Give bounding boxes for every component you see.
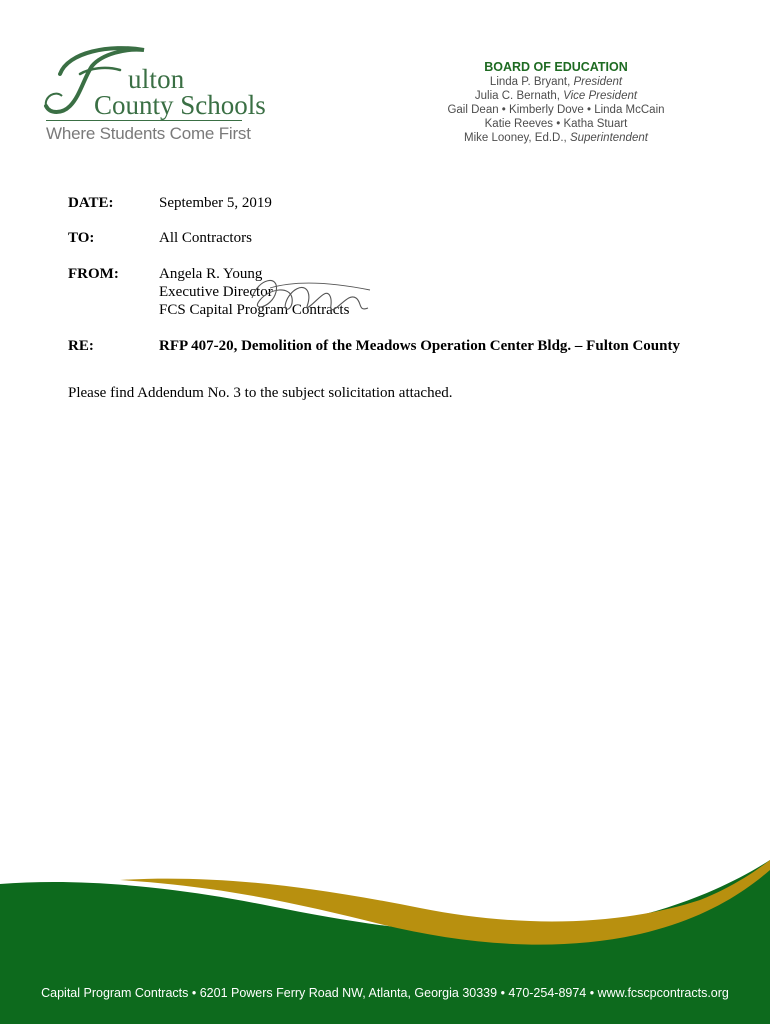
from-title: Executive Director xyxy=(159,284,273,300)
from-label: FROM: xyxy=(68,266,119,282)
logo-divider xyxy=(46,120,242,121)
from-name: Angela R. Young xyxy=(159,266,263,282)
board-vice-president xyxy=(406,89,706,103)
board-header: BOARD OF EDUCATION xyxy=(484,60,628,74)
board-members-1: Gail Dean • Kimberly Dove • Linda McCain xyxy=(447,104,665,116)
board-members-2: Katie Reeves • Katha Stuart xyxy=(484,118,628,130)
board-president xyxy=(406,75,706,89)
logo-text-county-schools: County Schools xyxy=(94,90,266,120)
signature-icon xyxy=(230,268,380,328)
date-value: September 5, 2019 xyxy=(159,195,272,211)
board-superintendent xyxy=(406,131,706,145)
to-label xyxy=(68,230,94,247)
to-value: All Contractors xyxy=(159,230,252,246)
date-label: DATE: xyxy=(68,195,114,211)
vice-president-name: Julia C. Bernath, xyxy=(474,90,564,102)
president-name: Linda P. Bryant, xyxy=(489,76,574,88)
to-label-text: TO: xyxy=(68,230,95,246)
logo-text-fulton: ulton xyxy=(128,64,185,94)
superintendent-name: Mike Looney, Ed.D., xyxy=(464,132,570,144)
president-role: President xyxy=(573,76,623,88)
from-department: FCS Capital Program Contracts xyxy=(159,302,350,318)
superintendent-role: Superintendent xyxy=(569,132,648,144)
memo-body: Please find Addendum No. 3 to the subject solicitation attached. xyxy=(68,385,453,401)
footer-contact-text: Capital Program Contracts • 6201 Powers Ferry Road NW, Atlanta, Georgia 30339 • 470-254-8974 • www.fcscpcontracts.org xyxy=(41,986,729,1000)
re-label: RE: xyxy=(68,338,94,354)
vice-president-role: Vice President xyxy=(563,90,638,102)
logo-tagline: Where Students Come First xyxy=(46,124,251,143)
fulton-county-schools-logo xyxy=(40,44,266,148)
re-value: RFP 407-20, Demolition of the Meadows Operation Center Bldg. – Fulton County xyxy=(159,338,680,354)
board-of-education-block xyxy=(406,60,706,145)
